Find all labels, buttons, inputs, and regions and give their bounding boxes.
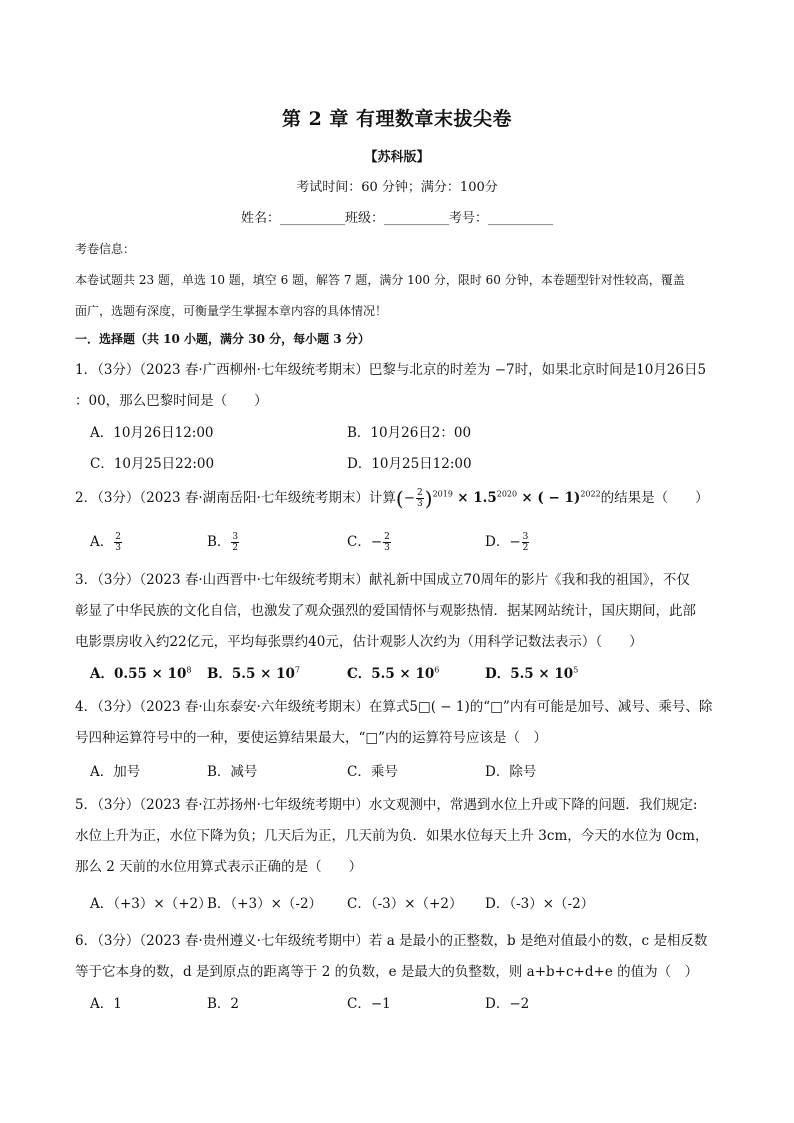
- q2-stem: 2．（3分）（2023 春·湖南岳阳·七年级统考期末）计算(− $\frac{2}{3}$ )$^{2019} \times 1.5^{2020}$ × ( − 1)$^{2022}$的结果是（ ）: [75, 486, 709, 511]
- q3-line-1: 3．（3分）（2023 春·山西晋中·七年级统考期末）献礼新中国成立70周年的影片《我和我的祖国》，不仅: [75, 572, 690, 588]
- q5-option-b: B．（+3）×（-2）: [207, 896, 323, 912]
- q2-option-d: D．− $\frac{3}{2}$: [485, 532, 529, 553]
- q1-option-a: A．10月26日12:00: [90, 425, 214, 441]
- q6-option-c: C．−1: [347, 996, 391, 1012]
- q3-option-b: B．$5.5 \times 10^7$: [207, 665, 300, 682]
- q4-option-d: D．除号: [485, 764, 537, 780]
- info-line-1: 本卷试题共 23 题，单选 10 题，填空 6 题，解答 7 题，满分 100 分，限时 60 分钟，本卷题型针对性较高，覆盖: [75, 273, 685, 287]
- info-label: 考卷信息：: [75, 242, 136, 256]
- q4-option-b: B．减号: [207, 764, 258, 780]
- q3-line-3: 电影票房收入约22亿元，平均每张票约40元，估计观影人次约为（用科学记数法表示）（ ）: [75, 634, 643, 650]
- q6-line-2: 等于它本身的数，d 是到原点的距离等于 2 的负数，e 是最大的负整数，则 a+b+c+d+e 的值为（ ）: [75, 964, 699, 980]
- q5-line-1: 5．（3分）（2023 春·江苏扬州·七年级统考期中）水文观测中，常遇到水位上升或下降的问题．我们规定:: [75, 797, 698, 813]
- q2-term-2: × 1.5: [457, 490, 497, 506]
- q4-option-a: A．加号: [90, 764, 141, 780]
- q2-exp-3: 2022: [580, 489, 601, 499]
- q2-exp-1: 2019: [432, 489, 453, 499]
- q4-line-1: 4．（3分）（2023 春·山东泰安·六年级统考期末）在算式5□( − 1)的“□”内有可能是加号、减号、乘号、除: [75, 699, 713, 715]
- q3-option-a: A．$0.55 \times 10^8$: [90, 665, 192, 682]
- q1-option-b: B．10月26日2：00: [347, 425, 472, 441]
- page-title: 第 2 章 有理数章末拔尖卷: [281, 108, 513, 130]
- student-info-line: 姓名：__________班级：__________考号：__________: [240, 211, 553, 226]
- q2-fraction: $\frac{2}{3}$: [417, 488, 423, 509]
- q1-line-1: 1．（3分）（2023 春·广西柳州·七年级统考期末）巴黎与北京的时差为 −7时，如果北京时间是10月26日5: [75, 362, 707, 378]
- q2-option-b: B． $\frac{3}{2}$: [207, 532, 239, 553]
- q5-option-c: C．（-3）×（+2）: [347, 896, 463, 912]
- q6-option-d: D．−2: [485, 996, 530, 1012]
- q2-option-a: A． $\frac{2}{3}$: [90, 532, 121, 553]
- info-line-2: 面广，选题有深度，可衡量学生掌握本章内容的具体情况！: [75, 304, 388, 318]
- q6-option-a: A．1: [90, 996, 122, 1012]
- q5-line-2: 水位上升为正，水位下降为负；几天后为正，几天前为负．如果水位每天上升 3cm，今天的水位为 0cm，: [75, 828, 709, 844]
- q6-line-1: 6．（3分）（2023 春·贵州遵义·七年级统考期中）若 a 是最小的正整数，b 是绝对值最小的数，c 是相反数: [75, 933, 708, 949]
- q3-line-2: 彰显了中华民族的文化自信，也激发了观众强烈的爱国情怀与观影热情．据某网站统计，国庆期间，此部: [75, 603, 696, 619]
- q4-line-2: 号四种运算符号中的一种，要使运算结果最大，“□”内的运算符号应该是（ ）: [75, 730, 548, 746]
- q3-option-d: D．$5.5 \times 10^5$: [485, 665, 579, 682]
- q5-option-a: A．（+3）×（+2）: [90, 896, 212, 912]
- q1-option-c: C．10月25日22:00: [90, 456, 215, 472]
- edition-label: 【苏科版】: [364, 150, 430, 165]
- q2-prefix: 2．（3分）（2023 春·湖南岳阳·七年级统考期末）计算: [75, 490, 396, 506]
- q2-term-3: × ( − 1): [521, 490, 581, 506]
- q3-option-c: C．$5.5 \times 10^6$: [347, 665, 440, 682]
- q4-option-c: C．乘号: [347, 764, 398, 780]
- exam-info: 考试时间：60 分钟；满分：100分: [296, 180, 498, 195]
- section-heading: 一．选择题（共 10 小题，满分 30 分，每小题 3 分）: [75, 332, 370, 346]
- q2-neg: −: [403, 490, 416, 506]
- q6-option-b: B．2: [207, 996, 240, 1012]
- q5-option-d: D．（-3）×（-2）: [485, 896, 595, 912]
- q1-line-2: ：00，那么巴黎时间是（ ）: [75, 393, 268, 409]
- q1-option-d: D．10月25日12:00: [347, 456, 472, 472]
- q2-suffix: 的结果是（ ）: [600, 490, 709, 506]
- q5-line-3: 那么 2 天前的水位用算式表示正确的是（ ）: [75, 859, 363, 875]
- q2-option-c: C．− $\frac{2}{3}$: [347, 532, 390, 553]
- q2-exp-2: 2020: [496, 489, 518, 499]
